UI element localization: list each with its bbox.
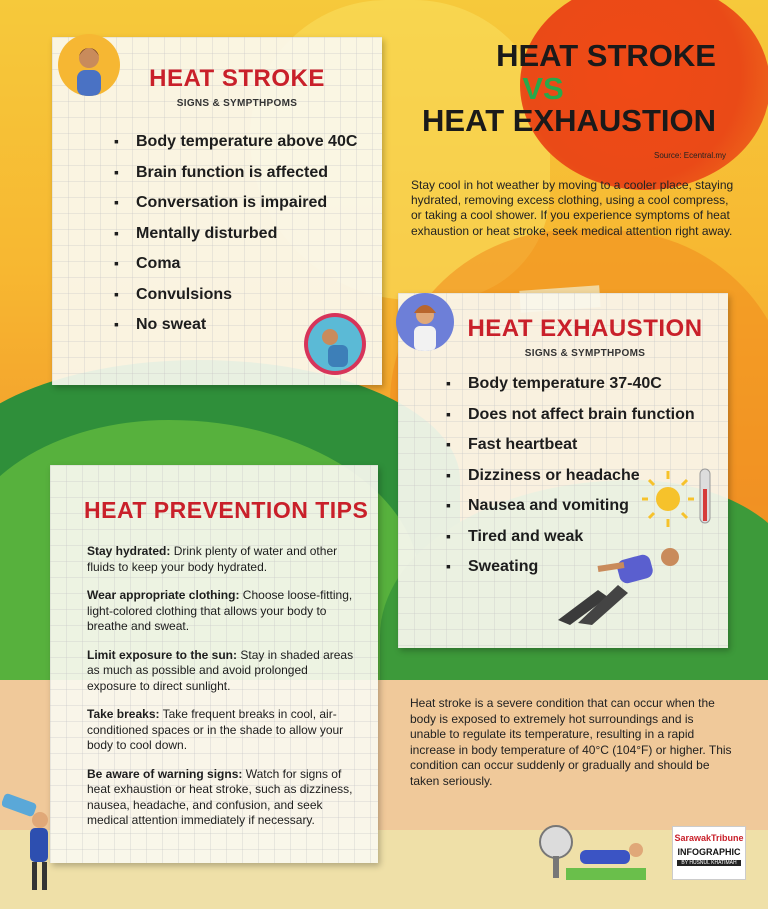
list-item: ▪ Sweating xyxy=(446,558,728,589)
list-item: ▪ Fast heartbeat xyxy=(446,436,728,467)
tip-label: Limit exposure to the sun: xyxy=(87,647,238,662)
title-line-1: HEAT STROKE xyxy=(496,38,716,73)
list-item: ▪ Dizziness or headache xyxy=(446,467,728,498)
fallen-person-illustration xyxy=(548,545,688,625)
sarawak-tribune-logo xyxy=(672,826,746,880)
tip-label: Be aware of warning signs: xyxy=(87,766,243,781)
tip-item xyxy=(87,588,356,635)
title-line-3: HEAT EXHAUSTION xyxy=(422,103,716,139)
drinking-person-illustration xyxy=(2,792,62,892)
sun-thermometer-icon xyxy=(642,465,722,535)
tip-label: Take breaks: xyxy=(87,707,160,721)
tip-text: Drink plenty of water and other fluids to keep your body hydrated. xyxy=(87,544,338,574)
list-item: ▪ Body temperature 37-40C xyxy=(446,375,728,406)
heat-exhaustion-title: HEAT EXHAUSTION xyxy=(467,315,703,342)
heat-stroke-subtitle: SIGNS & SYMPTHPOMS xyxy=(176,98,298,109)
tip-label: Stay hydrated: xyxy=(87,544,171,558)
logo-credit: BY HUSNUL KHATIMAH xyxy=(677,860,741,866)
list-item: ▪ Convulsions xyxy=(114,286,382,317)
resting-with-fan-illustration xyxy=(536,820,666,890)
title-line-2: VS xyxy=(522,70,564,106)
list-item: ▪ Tired and weak xyxy=(446,528,728,559)
source-credit: Source: Ecentral.my xyxy=(654,151,727,160)
list-item: ▪ Body temperature above 40C xyxy=(114,133,382,164)
prevention-tips-card xyxy=(50,465,378,863)
logo-label: INFOGRAPHIC xyxy=(677,847,741,857)
stressed-woman-avatar xyxy=(58,34,120,96)
list-item: ▪ Nausea and vomiting xyxy=(446,497,728,528)
tip-text: Take frequent breaks in cool, air-conditioned spaces or in the shade to allow your body to cool down. xyxy=(87,707,344,752)
tip-text: Stay in shaded areas as much as possible and avoid prolonged exposure to direct sunlight. xyxy=(87,647,354,693)
heat-exhaustion-card xyxy=(398,293,728,648)
list-item: ▪ Brain function is affected xyxy=(114,164,382,195)
list-item: ▪ Coma xyxy=(114,255,382,286)
intro-text: Stay cool in hot weather by moving to a cooler place, staying hydrated, removing excess clothing, using a cool compress, or taking a cool shower. If you experience symptoms of heat exhaustion or heat stroke, seek medical attention right away. xyxy=(411,178,734,238)
logo-brand: SarawakTribune xyxy=(674,833,744,843)
tip-item xyxy=(87,544,356,575)
list-item: ▪ Mentally disturbed xyxy=(114,225,382,256)
list-item: ▪ No sweat xyxy=(114,316,382,347)
tip-item xyxy=(87,648,356,695)
main-title xyxy=(422,40,716,138)
list-item: ▪ Conversation is impaired xyxy=(114,194,382,225)
tip-item xyxy=(87,707,356,754)
list-item: ▪ Does not affect brain function xyxy=(446,406,728,437)
prevention-title: HEAT PREVENTION TIPS xyxy=(84,497,369,523)
tips-list xyxy=(87,544,356,829)
hot-woman-avatar xyxy=(396,293,454,351)
tip-item xyxy=(87,767,356,829)
definition-text: Heat stroke is a severe condition that can occur when the body is exposed to extremely hot surroundings and is unable to regulate its temperature, resulting in a rapid increase in body temperature of 40°C (104°F) or higher. This condition can occur suddenly or gradually and should be taken seriously. xyxy=(410,696,732,788)
tip-label: Wear appropriate clothing: xyxy=(87,588,240,602)
tip-text: Watch for signs of heat exhaustion or heat stroke, such as dizziness, nausea, headache, and confusion, and seek medical attention immediately if necessary. xyxy=(87,766,353,827)
tired-woman-avatar xyxy=(304,313,366,375)
heat-exhaustion-subtitle: SIGNS & SYMPTHPOMS xyxy=(524,348,646,359)
tip-text: Choose loose-fitting, light-colored clothing that allows your body to breathe and sweat. xyxy=(87,588,353,633)
heat-stroke-title: HEAT STROKE xyxy=(149,65,325,92)
